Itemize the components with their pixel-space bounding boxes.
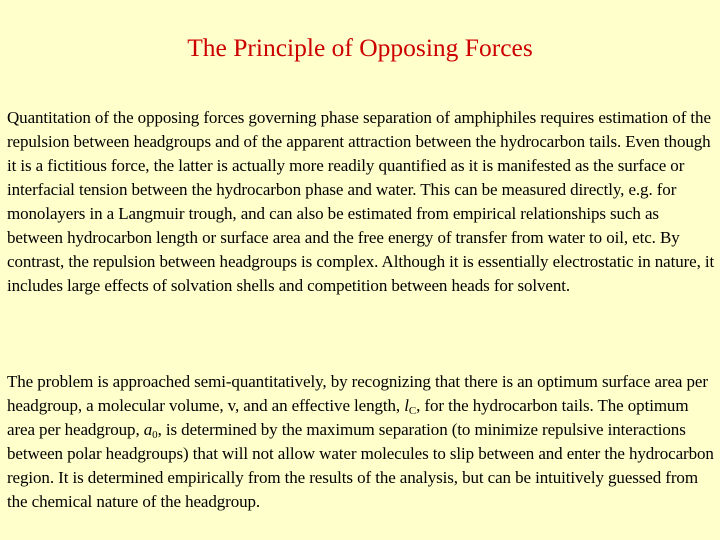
- paragraph-opposing-forces: Quantitation of the opposing forces governing phase separation of amphiphiles requires estimation of the repulsion between headgroups and of the apparent attraction between the hydrocarbon tails. Even though it is a fictitious force, the latter is actually more readily quantified as it is manifested as the surface or interfacial tension between the hydrocarbon phase and water. This can be measured directly, e.g. for monolayers in a Langmuir trough, and can also be estimated from empirical relationships such as between hydrocarbon length or surface area and the free energy of transfer from water to oil, etc. By contrast, the repulsion between headgroups is complex. Although it is essentially electrostatic in nature, it includes large effects of solvation shells and competition between heads for solvent.: [7, 108, 715, 295]
- paragraph-optimum-area: [7, 370, 716, 514]
- lc-subscript: C: [408, 405, 417, 417]
- a0-subscript: 0: [152, 429, 158, 441]
- slide-title: The Principle of Opposing Forces: [187, 33, 533, 62]
- paragraph2-text-part3: , is determined by the maximum separation (to minimize repulsive interactions between polar headgroups) that will not allow water molecules to slip between and enter the hydrocarbon region. It is determined empirically from the results of the analysis, but can be intuitively guessed from the chemical nature of the headgroup.: [7, 420, 714, 511]
- lc-symbol: l: [404, 396, 409, 415]
- paragraph2-text-part2: , for the hydrocarbon tails. The optimum area per headgroup,: [7, 396, 689, 439]
- paragraph2-text-part1: The problem is approached semi-quantitatively, by recognizing that there is an optimum surface area per headgroup, a molecular volume, v, and an effective length,: [7, 372, 708, 415]
- a0-symbol: a: [143, 420, 153, 439]
